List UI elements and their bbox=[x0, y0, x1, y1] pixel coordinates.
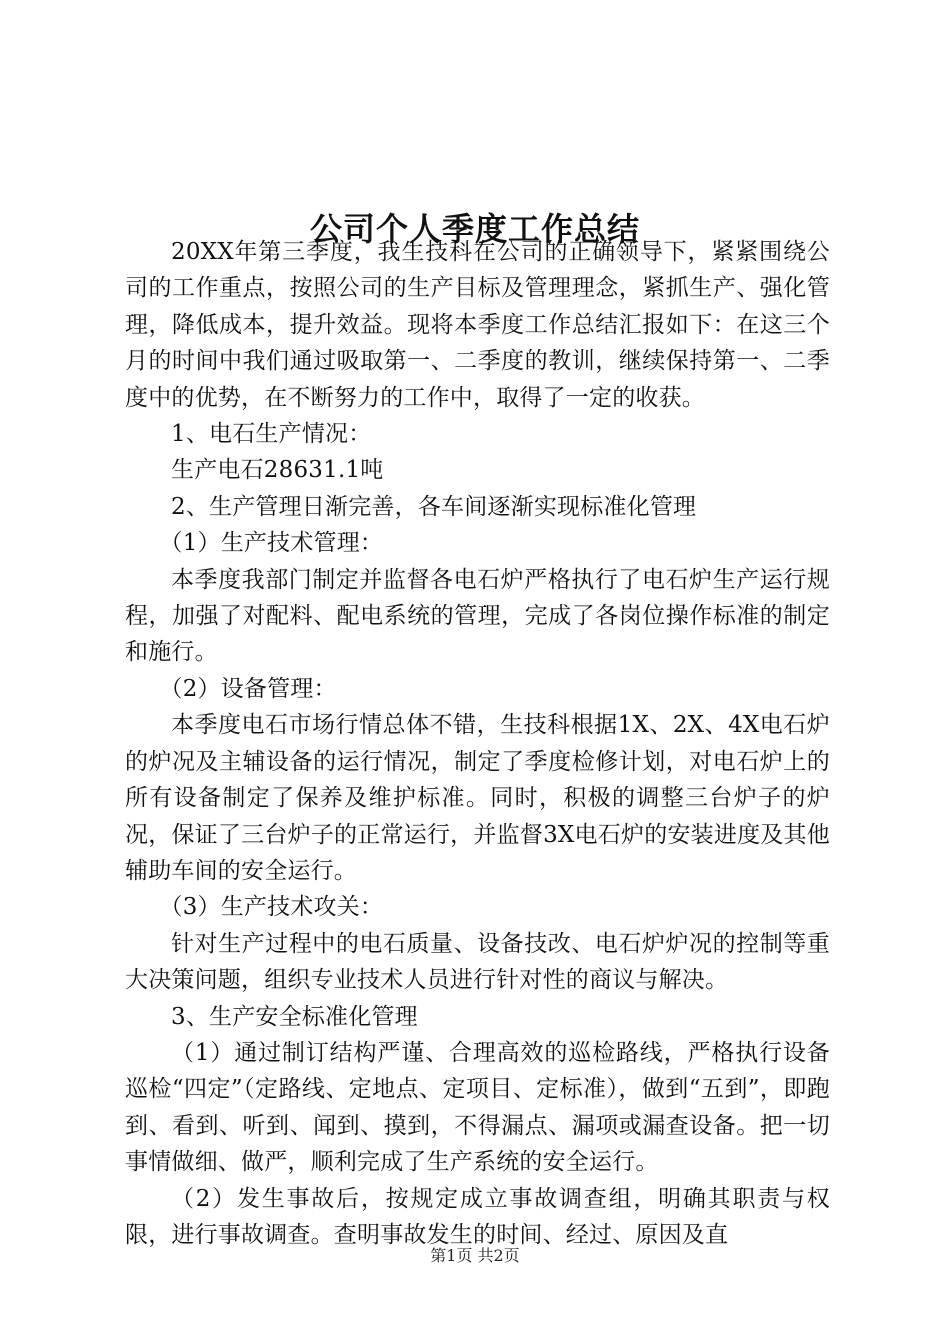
paragraph-production-output: 生产电石28631.1吨 bbox=[171, 457, 384, 484]
paragraph-inspection-routes: （1）通过制订结构严谨、合理高效的巡检路线，严格执行设备巡检“四定”（定路线、定地点、定项目、定标准），做到“五到”，即跑到、看到、听到、闻到、摸到，不得漏点、漏项或漏查设备。把一切事情做细、做严，顺利完成了生产系统的安全运行。 bbox=[125, 1039, 830, 1176]
paragraph-intro: 20XX年第三季度，我生技科在公司的正确领导下，紧紧围绕公司的工作重点，按照公司的生产目标及管理理念，紧抓生产、强化管理，降低成本，提升效益。现将本季度工作总结汇报如下：在这三个月的时间中我们通过吸取第一、二季度的教训，继续保持第一、二季度中的优势，在不断努力的工作中，取得了一定的收获。 bbox=[125, 239, 830, 411]
paragraph-technical-management: 本季度我部门制定并监督各电石炉严格执行了电石炉生产运行规程，加强了对配料、配电系统的管理，完成了各岗位操作标准的制定和施行。 bbox=[125, 566, 830, 666]
subheading-technical-management: （1）生产技术管理： bbox=[159, 530, 384, 557]
subheading-equipment-management: （2）设备管理： bbox=[159, 675, 337, 702]
paragraph-accident-investigation: （2）发生事故后，按规定成立事故调查组，明确其职责与权限，进行事故调查。查明事故发生的时间、经过、原因及直 bbox=[125, 1185, 830, 1248]
paragraph-technical-breakthrough: 针对生产过程中的电石质量、设备技改、电石炉炉况的控制等重大决策问题，组织专业技术人员进行针对性的商议与解决。 bbox=[125, 930, 830, 994]
document-body bbox=[125, 234, 830, 1253]
heading-carbide-production: 1、电石生产情况： bbox=[171, 421, 372, 448]
page-number-footer: 第1页 共2页 bbox=[430, 1246, 520, 1265]
heading-safety-standardization: 3、生产安全标准化管理 bbox=[171, 1003, 418, 1030]
heading-production-management: 2、生产管理日渐完善，各车间逐渐实现标准化管理 bbox=[171, 493, 697, 520]
document-title: 公司个人季度工作总结 bbox=[309, 210, 640, 249]
paragraph-equipment-management: 本季度电石市场行情总体不错，生技科根据1X、2X、4X电石炉的炉况及主辅设备的运行情况，制定了季度检修计划，对电石炉上的所有设备制定了保养及维护标准。同时，积极的调整三台炉子的炉况，保证了三台炉子的正常运行，并监督3X电石炉的安装进度及其他辅助车间的安全运行。 bbox=[125, 712, 830, 884]
subheading-technical-breakthrough: （3）生产技术攻关： bbox=[159, 894, 384, 921]
